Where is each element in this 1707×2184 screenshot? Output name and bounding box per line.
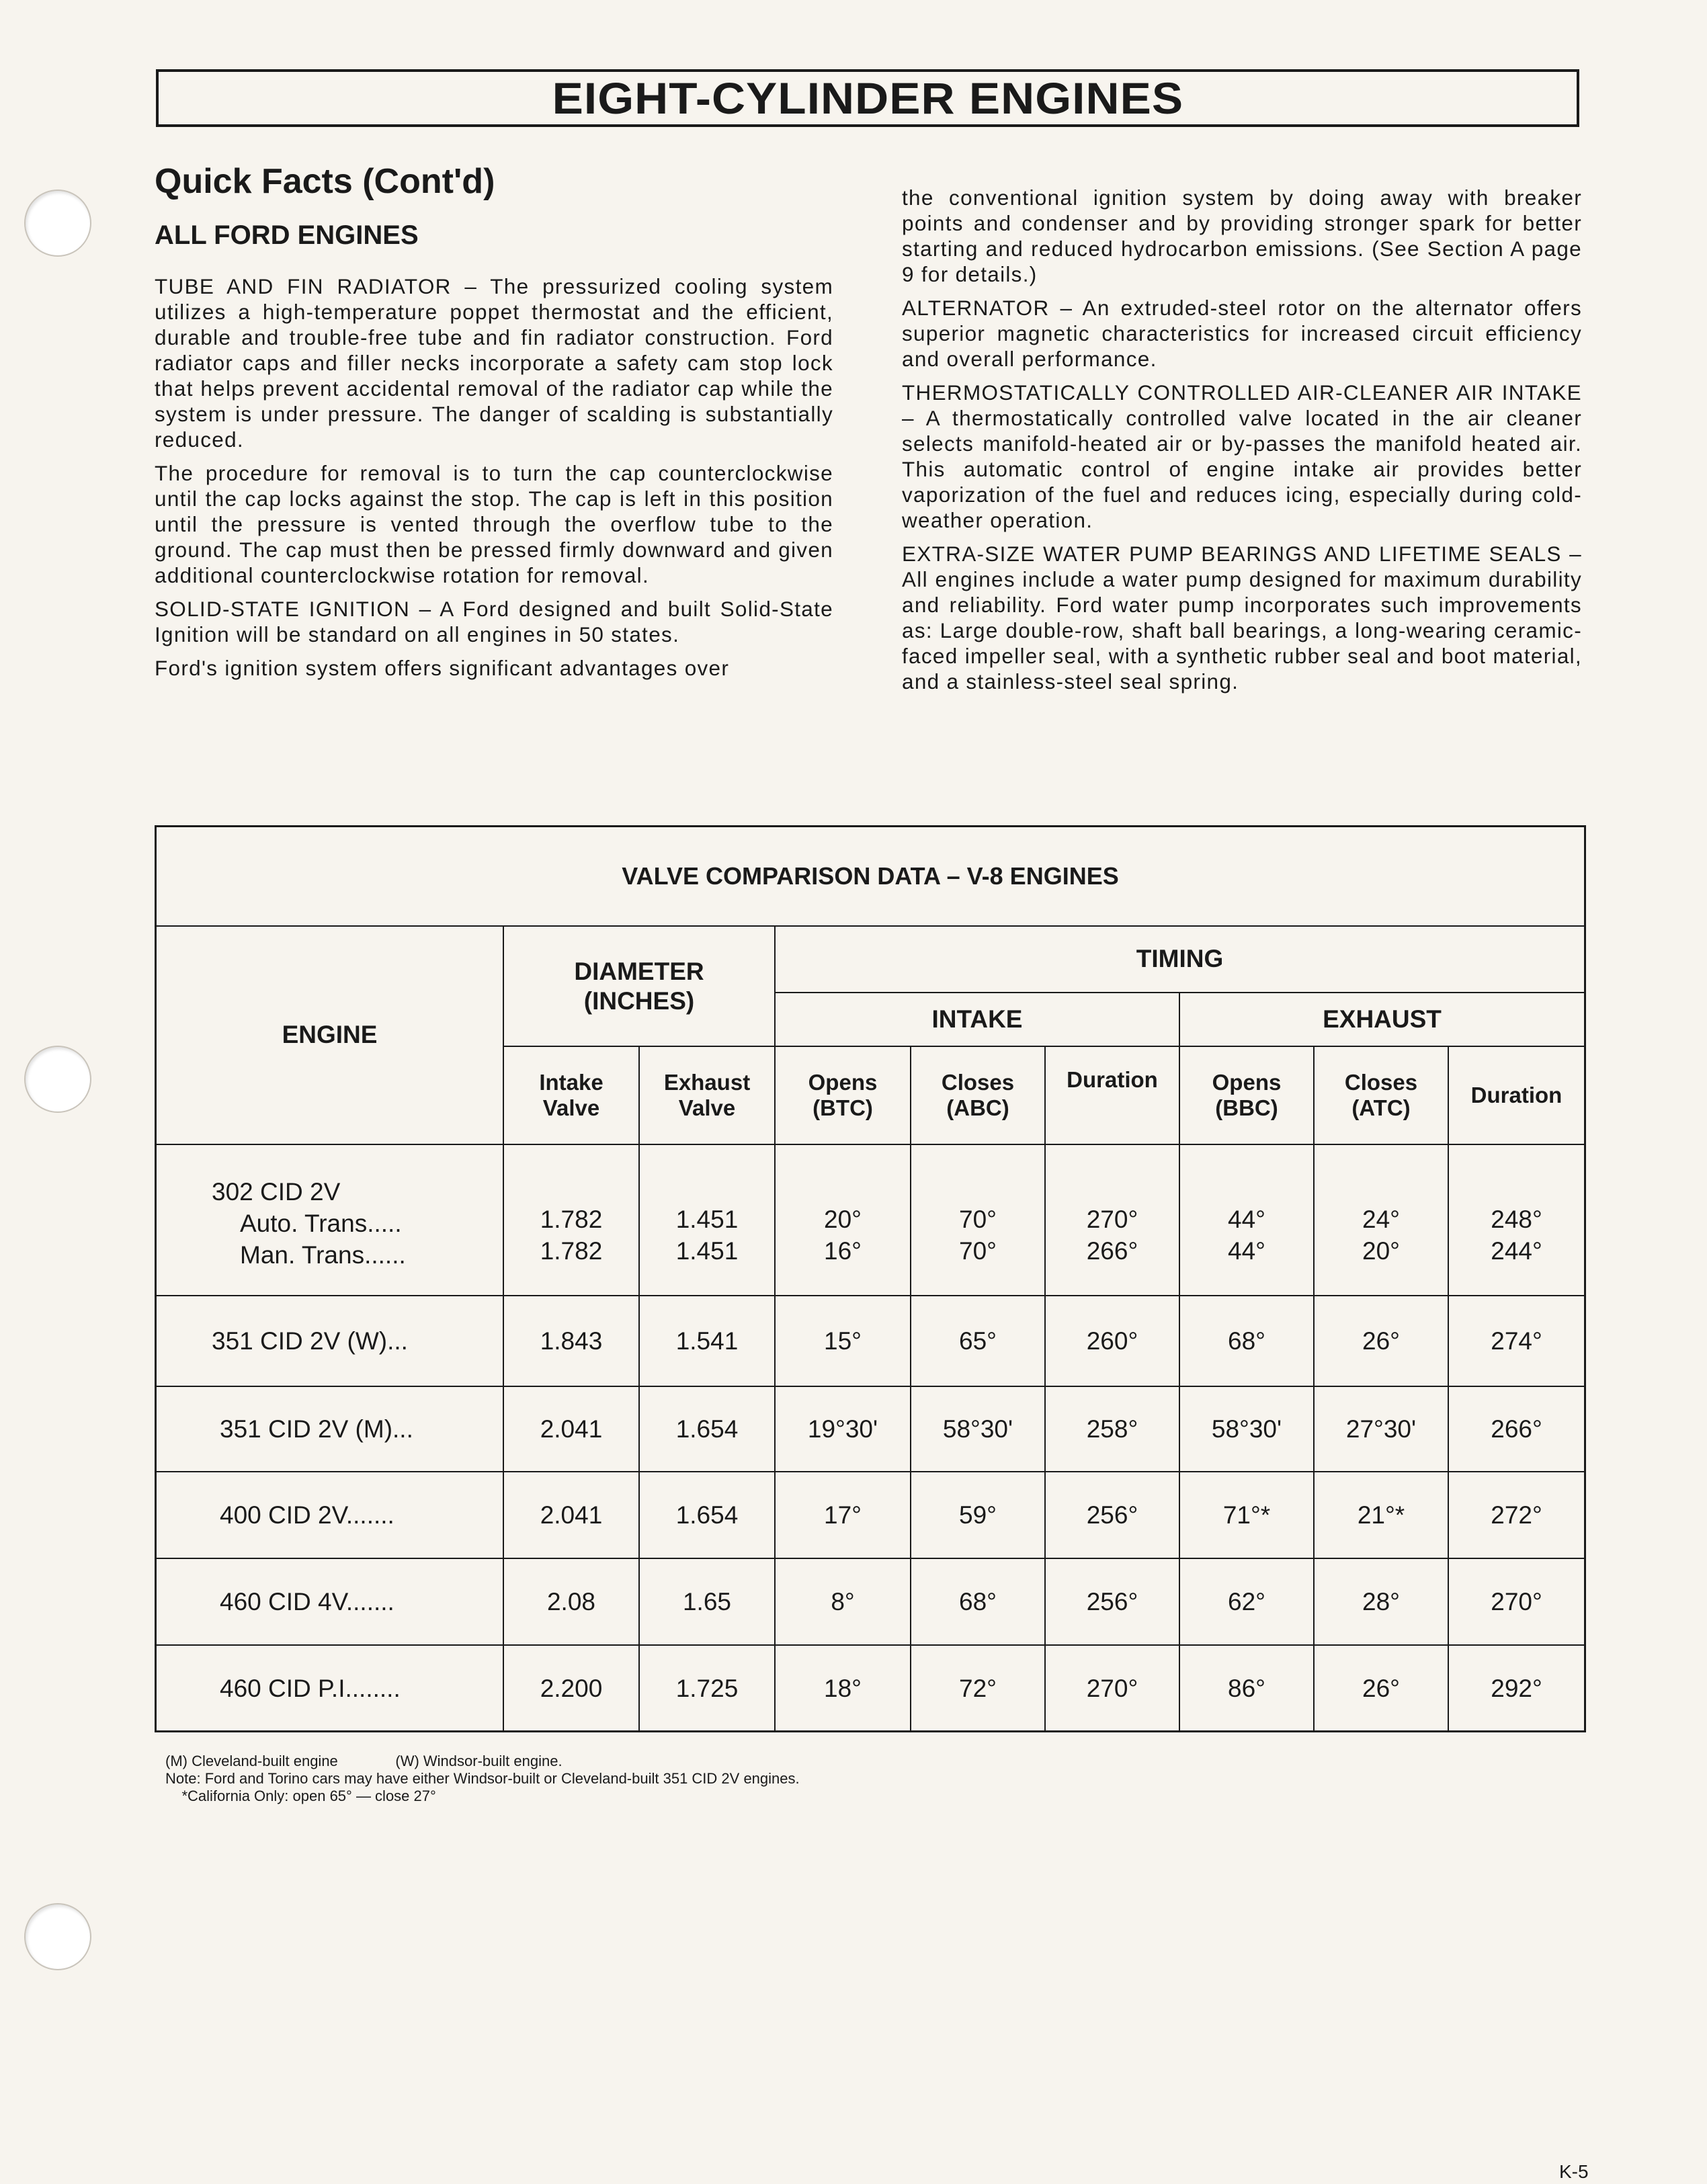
exhaust-valve: 1.65 — [639, 1558, 775, 1645]
page-header — [156, 69, 1579, 127]
intake-duration: 260° — [1045, 1296, 1179, 1386]
intake-closes: 65° — [911, 1296, 1045, 1386]
paragraph-ignition: SOLID-STATE IGNITION – A Ford designed and built Solid-State Ignition will be standard on all engines in 50 states. — [155, 597, 833, 646]
intake-closes: 68° — [911, 1558, 1045, 1645]
exhaust-duration: 248° 244° — [1448, 1144, 1584, 1296]
right-column — [902, 185, 1582, 702]
footnote-california: *California Only: open 65° — close 27° — [165, 1788, 436, 1804]
col-header-diameter: DIAMETER (INCHES) — [503, 926, 775, 1046]
table-row — [157, 1645, 1584, 1730]
intake-closes: 59° — [911, 1472, 1045, 1558]
exhaust-valve: 1.541 — [639, 1296, 775, 1386]
engine-label: 351 CID 2V (W)... — [157, 1296, 503, 1386]
punch-hole-top — [24, 190, 91, 257]
intake-opens: 20° 16° — [775, 1144, 911, 1296]
exhaust-valve: 1.451 1.451 — [639, 1144, 775, 1296]
sub-header-exhaust-opens: Opens (BBC) — [1179, 1046, 1314, 1144]
table-row — [157, 1144, 1584, 1296]
left-column — [155, 161, 833, 689]
intake-opens: 19°30' — [775, 1386, 911, 1472]
exhaust-opens: 62° — [1179, 1558, 1314, 1645]
table-row — [157, 1558, 1584, 1645]
page-number: K-5 — [1559, 2161, 1589, 2182]
sub-header-exhaust-valve: Exhaust Valve — [639, 1046, 775, 1144]
footnote-note: Note: Ford and Torino cars may have either Windsor-built or Cleveland-built 351 CID 2V engines. — [165, 1770, 800, 1787]
intake-opens: 15° — [775, 1296, 911, 1386]
table-row — [157, 1296, 1584, 1386]
exhaust-opens: 86° — [1179, 1645, 1314, 1730]
table-row — [157, 1386, 1584, 1472]
engine-label: 460 CID P.I........ — [157, 1645, 503, 1730]
table-footnotes — [165, 1753, 800, 1805]
paragraph-water-pump: EXTRA-SIZE WATER PUMP BEARINGS AND LIFETIME SEALS – All engines include a water pump designed for maximum durability and reliability. Ford water pump incorporates such improvements as: Large double-row, shaft ball bearings, a long-wearing ceramic-faced impeller seal, with a synthetic rubber seal and boot material, and a stainless-steel seal spring. — [902, 542, 1582, 694]
punch-hole-bottom — [24, 1903, 91, 1970]
intake-valve: 1.843 — [503, 1296, 639, 1386]
col-header-engine: ENGINE — [157, 926, 503, 1144]
sub-header-exhaust-duration: Duration — [1448, 1046, 1584, 1144]
exhaust-opens: 44° 44° — [1179, 1144, 1314, 1296]
intake-opens: 17° — [775, 1472, 911, 1558]
intake-valve: 2.200 — [503, 1645, 639, 1730]
valve-comparison-table — [155, 825, 1586, 1732]
punch-hole-middle — [24, 1046, 91, 1113]
exhaust-closes: 28° — [1314, 1558, 1448, 1645]
intake-closes: 70° 70° — [911, 1144, 1045, 1296]
exhaust-closes: 27°30' — [1314, 1386, 1448, 1472]
col-header-intake: INTAKE — [775, 993, 1179, 1047]
engine-302: 302 CID 2V Auto. Trans..... Man. Trans...... — [157, 1144, 503, 1296]
sub-header-intake-duration: Duration — [1045, 1046, 1179, 1144]
intake-duration: 256° — [1045, 1558, 1179, 1645]
exhaust-closes: 24° 20° — [1314, 1144, 1448, 1296]
exhaust-duration: 292° — [1448, 1645, 1584, 1730]
intake-opens: 8° — [775, 1558, 911, 1645]
intake-duration: 256° — [1045, 1472, 1179, 1558]
intake-valve: 2.08 — [503, 1558, 639, 1645]
exhaust-closes: 26° — [1314, 1296, 1448, 1386]
exhaust-closes: 26° — [1314, 1645, 1448, 1730]
subsection-title: ALL FORD ENGINES — [155, 220, 419, 250]
intake-valve: 1.782 1.782 — [503, 1144, 639, 1296]
sub-header-intake-valve: Intake Valve — [503, 1046, 639, 1144]
intake-valve: 2.041 — [503, 1386, 639, 1472]
table-row — [157, 1472, 1584, 1558]
paragraph-cap-removal: The procedure for removal is to turn the cap counterclockwise until the cap locks against the stop. The cap is left in this position until the pressure is vented through the overflow tube to the ground. The cap must then be pressed firmly downward and given additional counterclockwise rotation for removal. — [155, 461, 833, 587]
page-title: EIGHT-CYLINDER ENGINES — [552, 73, 1183, 123]
intake-closes: 72° — [911, 1645, 1045, 1730]
intake-duration: 270° — [1045, 1645, 1179, 1730]
footnote-legend: (M) Cleveland-built engine (W) Windsor-built engine. — [165, 1753, 563, 1769]
intake-opens: 18° — [775, 1645, 911, 1730]
engine-label: 460 CID 4V....... — [157, 1558, 503, 1645]
col-header-exhaust: EXHAUST — [1179, 993, 1584, 1047]
col-header-timing: TIMING — [775, 926, 1584, 993]
engine-label: 400 CID 2V....... — [157, 1472, 503, 1558]
exhaust-valve: 1.654 — [639, 1386, 775, 1472]
exhaust-opens: 58°30' — [1179, 1386, 1314, 1472]
exhaust-duration: 266° — [1448, 1386, 1584, 1472]
table-title: VALVE COMPARISON DATA – V-8 ENGINES — [157, 827, 1584, 926]
paragraph-radiator: TUBE AND FIN RADIATOR – The pressurized cooling system utilizes a high-temperature poppet thermostat and the efficient, durable and trouble-free tube and fin radiator construction. Ford radiator caps and filler necks incorporate a safety cam stop lock that helps prevent accidental removal of the radiator cap while the system is under pressure. The danger of scalding is substantially reduced. — [155, 274, 833, 452]
sub-header-exhaust-closes: Closes (ATC) — [1314, 1046, 1448, 1144]
exhaust-duration: 272° — [1448, 1472, 1584, 1558]
exhaust-valve: 1.725 — [639, 1645, 775, 1730]
exhaust-closes: 21°* — [1314, 1472, 1448, 1558]
sub-header-intake-closes: Closes (ABC) — [911, 1046, 1045, 1144]
intake-valve: 2.041 — [503, 1472, 639, 1558]
paragraph-ignition-cont: the conventional ignition system by doing away with breaker points and condenser and by providing stronger spark for better starting and reduced hydrocarbon emissions. (See Section A page 9 for details.) — [902, 185, 1582, 286]
exhaust-duration: 270° — [1448, 1558, 1584, 1645]
paragraph-air-intake: THERMOSTATICALLY CONTROLLED AIR-CLEANER AIR INTAKE – A thermostatically controlled valve located in the air cleaner selects manifold-heated air or by-passes the manifold heated air. This automatic control of engine intake air provides better vaporization of the fuel and reduces icing, especially during cold-weather operation. — [902, 380, 1582, 532]
sub-header-intake-opens: Opens (BTC) — [775, 1046, 911, 1144]
section-title: Quick Facts (Cont'd) — [155, 162, 495, 201]
exhaust-opens: 68° — [1179, 1296, 1314, 1386]
paragraph-ignition-advantages: Ford's ignition system offers significant advantages over — [155, 656, 730, 680]
exhaust-duration: 274° — [1448, 1296, 1584, 1386]
exhaust-opens: 71°* — [1179, 1472, 1314, 1558]
intake-closes: 58°30' — [911, 1386, 1045, 1472]
exhaust-valve: 1.654 — [639, 1472, 775, 1558]
paragraph-alternator: ALTERNATOR – An extruded-steel rotor on the alternator offers superior magnetic characteristics for increased circuit efficiency and overall performance. — [902, 296, 1582, 371]
intake-duration: 270° 266° — [1045, 1144, 1179, 1296]
intake-duration: 258° — [1045, 1386, 1179, 1472]
engine-label: 351 CID 2V (M)... — [157, 1386, 503, 1472]
